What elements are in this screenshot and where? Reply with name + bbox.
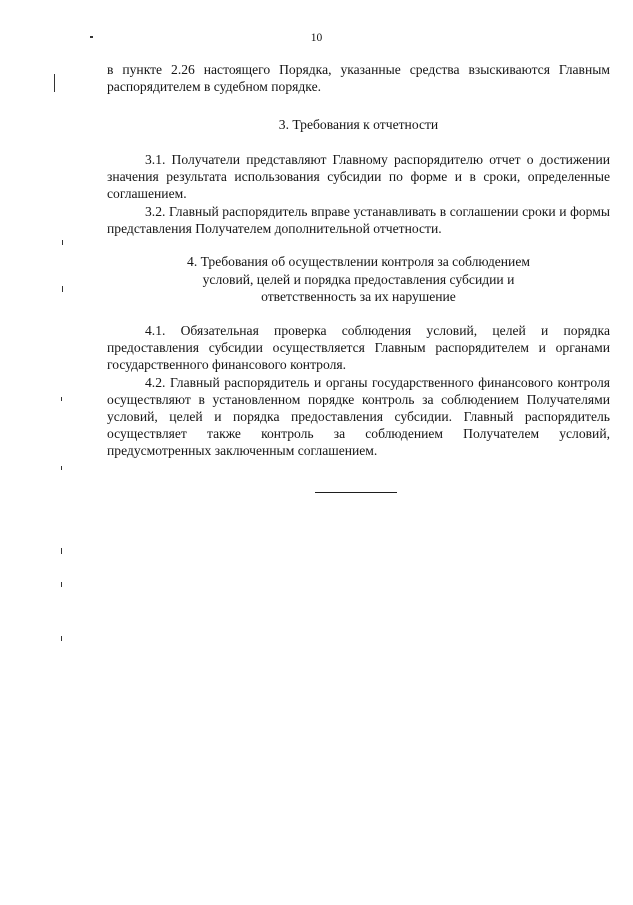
scan-mark (61, 548, 62, 554)
heading-line: условий, целей и порядка предоставления субсидии и (202, 271, 515, 287)
paragraph-3-2: 3.2. Главный распорядитель вправе устанавливать в соглашении сроки и формы представления Получателем дополнительной отчетности. (107, 203, 610, 236)
scan-mark (61, 636, 62, 641)
scan-mark (62, 286, 63, 292)
paragraph-3-1: 3.1. Получатели представляют Главному распорядителю отчет о достижении значения результата использования субсидии по форме и в сроки, определенные соглашением. (107, 152, 610, 202)
heading-line: ответственность за их нарушение (261, 289, 456, 305)
scan-mark (61, 466, 62, 470)
heading-line: 4. Требования об осуществлении контроля за соблюдением (187, 254, 530, 269)
paragraph-4-2: 4.2. Главный распорядитель и органы государственного финансового контроля осуществляют в установленном порядке контроль за соблюдением Получателями условий, целей и порядка предоставления субсидии. Главный распорядитель осуществляет также контроль за соблюдением Получателем условий, предусмотренных заключенным соглашением. (107, 374, 610, 459)
scan-mark (61, 582, 62, 587)
scan-mark (62, 240, 63, 245)
page-number: 10 (310, 32, 323, 44)
section-3-body (107, 151, 610, 237)
scan-mark (54, 74, 55, 92)
paragraph-4-1: 4.1. Обязательная проверка соблюдения условий, целей и порядка предоставления субсидии осуществляется Главным распорядителем и органами государственного финансового контроля. (107, 323, 610, 373)
paragraph-text: в пункте 2.26 настоящего Порядка, указанные средства взыскиваются Главным распорядителем в судебном порядке. (107, 62, 610, 95)
scan-mark (61, 397, 62, 401)
section-4-body (107, 322, 610, 460)
section-3-heading: 3. Требования к отчетности (278, 117, 439, 132)
scan-mark (90, 36, 93, 38)
section-4-heading (107, 253, 610, 306)
end-divider (315, 492, 397, 493)
continuation-paragraph (107, 61, 610, 95)
